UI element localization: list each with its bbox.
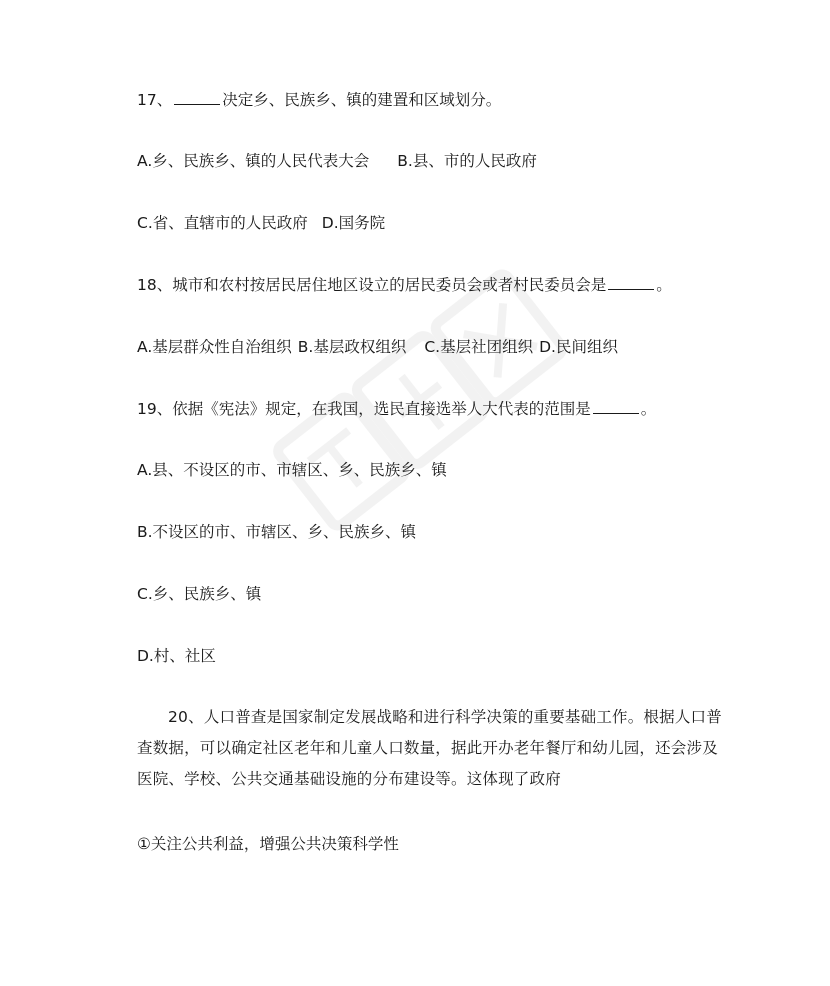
q18-suffix: 。 bbox=[656, 276, 672, 294]
q18-option-a: A.基层群众性自治组织 bbox=[137, 338, 292, 356]
q20-item-1: ①关注公共利益，增强公共决策科学性 bbox=[137, 835, 399, 853]
q18-prefix: 18、城市和农村按居民居住地区设立的居民委员会或者村民委员会是 bbox=[137, 276, 607, 294]
q18-option-d: D.民间组织 bbox=[539, 338, 618, 356]
q17-option-a: A.乡、民族乡、镇的人民代表大会 bbox=[137, 152, 370, 170]
q19-option-d: D.村、社区 bbox=[137, 647, 216, 665]
q18-blank bbox=[608, 275, 654, 290]
q18-stem bbox=[137, 275, 672, 295]
q18-options bbox=[137, 337, 618, 357]
q19-suffix: 。 bbox=[640, 400, 657, 418]
q17-stem bbox=[137, 90, 501, 110]
q19-option-c: C.乡、民族乡、镇 bbox=[137, 585, 262, 603]
q17-option-b: B.县、市的人民政府 bbox=[397, 152, 537, 170]
q19-stem bbox=[137, 399, 656, 419]
q19-prefix: 19、依据《宪法》规定，在我国，选民直接选举人大代表的范围是 bbox=[137, 400, 591, 418]
q17-suffix: 决定乡、民族乡、镇的建置和区域划分。 bbox=[222, 91, 502, 109]
q17-prefix: 17、 bbox=[137, 91, 173, 109]
q20-stem: 20、人口普查是国家制定发展战略和进行科学决策的重要基础工作。根据人口普查数据，可以确定社区老年和儿童人口数量，据此开办老年餐厅和幼儿园，还会涉及医院、学校、公共交通基础设施的分布建设等。这体现了政府 bbox=[137, 708, 722, 788]
q17-options-ab bbox=[137, 151, 537, 171]
q17-blank bbox=[174, 90, 220, 105]
q17-option-c: C.省、直辖市的人民政府 bbox=[137, 214, 308, 232]
q17-option-d: D.国务院 bbox=[321, 214, 386, 232]
q17-options-cd bbox=[137, 213, 385, 233]
q18-option-b: B.基层政权组织 bbox=[297, 338, 407, 356]
q19-option-a: A.县、不设区的市、市辖区、乡、民族乡、镇 bbox=[137, 461, 447, 479]
q18-option-c: C.基层社团组织 bbox=[424, 338, 534, 356]
q19-option-b: B.不设区的市、市辖区、乡、民族乡、镇 bbox=[137, 523, 417, 541]
q19-blank bbox=[593, 399, 639, 414]
